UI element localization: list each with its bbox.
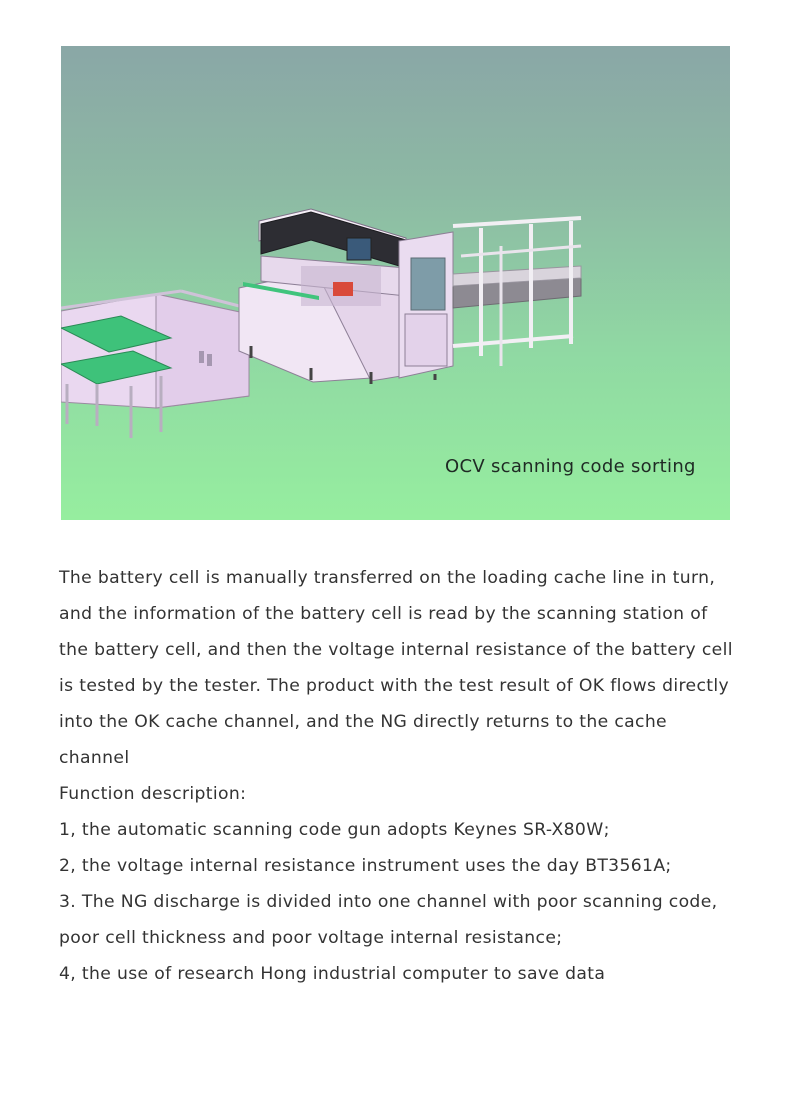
function-item-2: 2, the voltage internal resistance instrument uses the day BT3561A; (59, 856, 672, 876)
figure-caption: OCV scanning code sorting (445, 456, 696, 477)
intro-paragraph: The battery cell is manually transferred on the loading cache line in turn, and the information of the battery cell is read by the scanning station of the battery cell, and then the voltage internal resistance of the battery cell is tested by the tester. The product with the test result of OK flows directly into the OK cache channel, and the NG directly returns to the cache channel (59, 568, 733, 768)
left-loading-station (61, 291, 249, 438)
function-item-4: 4, the use of research Hong industrial computer to save data (59, 964, 606, 984)
tester-cabinet (239, 209, 406, 384)
scanning-station (399, 232, 453, 380)
machine-illustration (61, 46, 730, 520)
article-body (59, 560, 739, 992)
function-heading: Function description: (59, 784, 247, 804)
machine-render-image (61, 46, 730, 520)
function-item-1: 1, the automatic scanning code gun adopts Keynes SR-X80W; (59, 820, 610, 840)
function-item-3: 3. The NG discharge is divided into one channel with poor scanning code, poor cell thickness and poor voltage internal resistance; (59, 892, 718, 948)
right-conveyor (453, 218, 581, 366)
